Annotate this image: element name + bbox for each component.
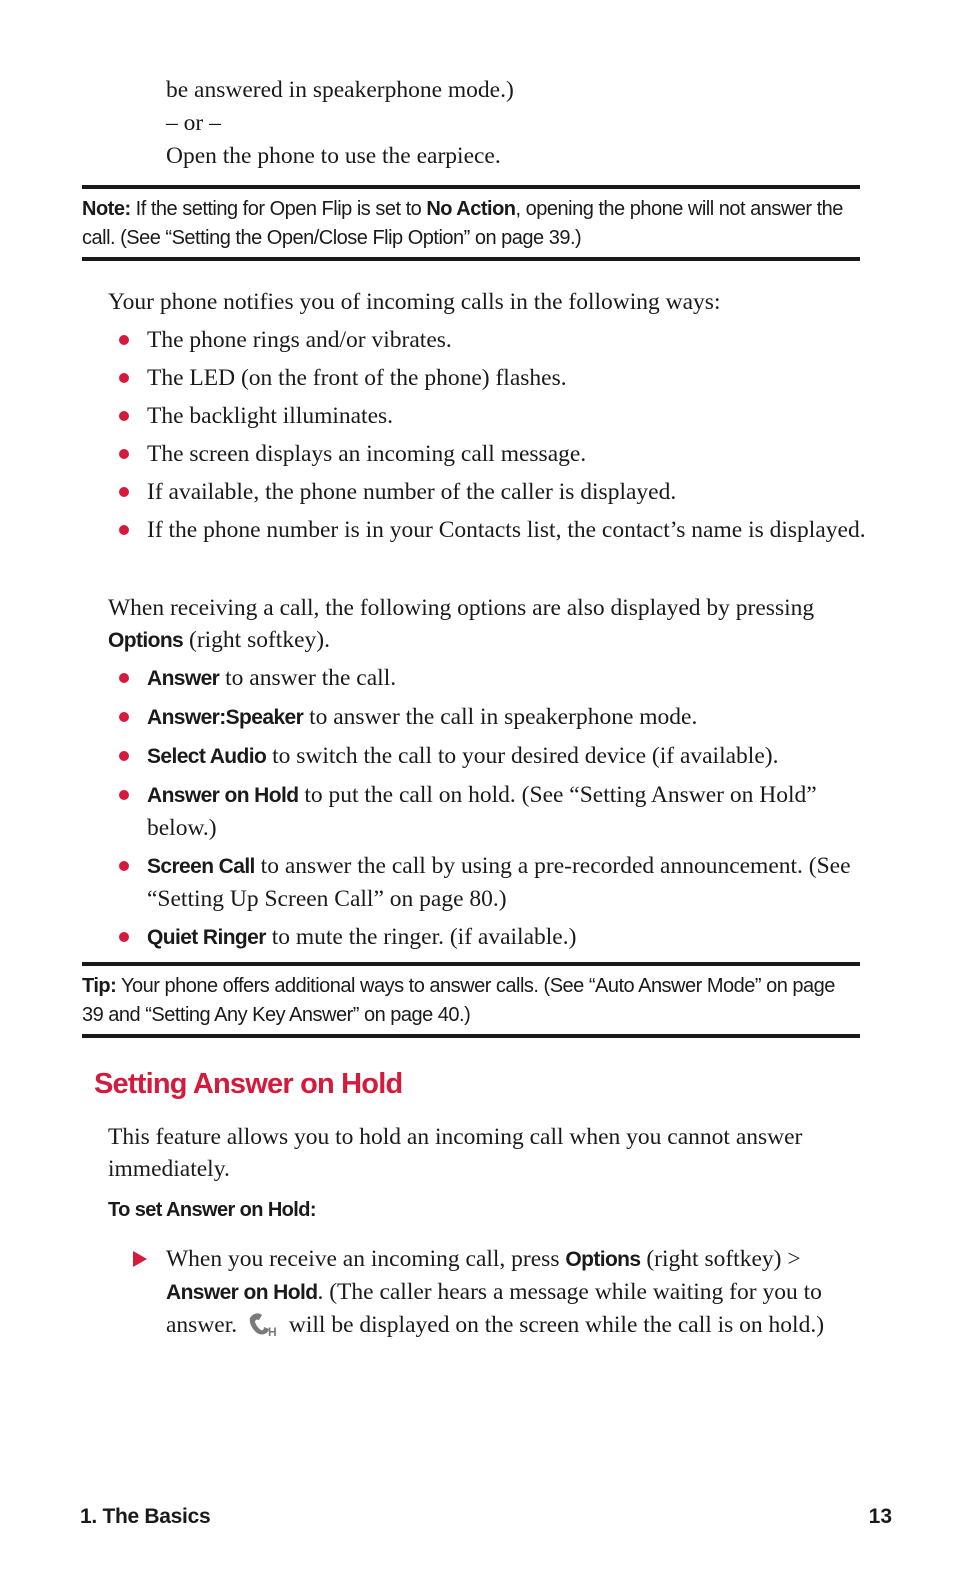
list-item: The backlight illuminates. [108, 400, 868, 432]
option-term: Answer on Hold [147, 784, 299, 807]
list-item: If the phone number is in your Contacts list, the contact’s name is displayed. [108, 514, 868, 546]
option-term: Select Audio [147, 745, 267, 768]
bullet-icon [119, 411, 129, 421]
list-item: Answer to answer the call. [108, 662, 868, 695]
note-box [82, 185, 860, 261]
step-arrow-icon [133, 1251, 147, 1267]
procedure-title: To set Answer on Hold: [108, 1199, 316, 1221]
section-body: This feature allows you to hold an incoming call when you cannot answer immediately. [108, 1124, 803, 1182]
receiving-paragraph: When receiving a call, the following options are also displayed by pressing Options (right softkey). [108, 595, 815, 653]
list-item: The phone rings and/or vibrates. [108, 324, 868, 356]
tip-text: Your phone offers additional ways to answer calls. (See “Auto Answer Mode” on page 39 and “Setting Any Key Answer” on page 40.) [82, 975, 835, 1026]
options-key: Options [108, 629, 184, 652]
list-item: The screen displays an incoming call message. [108, 438, 868, 470]
list-item: Select Audio to switch the call to your desired device (if available). [108, 740, 868, 773]
list-item: Answer:Speaker to answer the call in speakerphone mode. [108, 701, 868, 734]
options-key: Options [565, 1248, 641, 1271]
list-item: If available, the phone number of the caller is displayed. [108, 476, 868, 508]
option-term: Quiet Ringer [147, 926, 266, 949]
bullet-icon [119, 525, 129, 535]
svg-text:H: H [268, 1325, 277, 1337]
bullet-icon [119, 712, 129, 722]
phone-hold-icon [247, 1311, 281, 1337]
notify-list [108, 324, 868, 552]
continuation-line: be answered in speakerphone mode.) [166, 77, 514, 103]
bullet-icon [119, 487, 129, 497]
procedure-step: When you receive an incoming call, press Options (right softkey) > Answer on Hold. (The caller hears a message while waiting for you to answer. H will be displayed on the screen while the call is on hold.) [166, 1246, 825, 1338]
options-list [108, 662, 868, 960]
bullet-icon [119, 373, 129, 383]
continuation-line: Open the phone to use the earpiece. [166, 143, 501, 169]
list-item: Quiet Ringer to mute the ringer. (if available.) [108, 921, 868, 954]
bullet-icon [119, 673, 129, 683]
page-number: 13 [868, 1505, 892, 1528]
top-continuation [166, 74, 866, 173]
list-item: Screen Call to answer the call by using a pre-recorded announcement. (See “Setting Up Screen Call” on page 80.) [108, 850, 868, 915]
bullet-icon [119, 790, 129, 800]
option-term: Screen Call [147, 855, 255, 878]
tip-label: Tip: [82, 975, 117, 997]
or-separator: – or – [166, 110, 221, 136]
note-emphasis: No Action [426, 198, 516, 220]
note-text: If the setting for Open Flip is set to [130, 198, 427, 220]
bullet-icon [119, 449, 129, 459]
bullet-icon [119, 335, 129, 345]
option-term: Answer [147, 667, 220, 690]
intro-paragraph: Your phone notifies you of incoming calls in the following ways: [108, 289, 721, 315]
bullet-icon [119, 861, 129, 871]
bullet-icon [119, 932, 129, 942]
note-label: Note: [82, 198, 131, 220]
answer-on-hold-key: Answer on Hold [166, 1281, 318, 1304]
tip-box [82, 962, 860, 1038]
note-text: , opening the phone will not answer the call. (See “Setting the Open/Close Flip Option” on page 39.) [82, 198, 843, 249]
list-item: Answer on Hold to put the call on hold. (See “Setting Answer on Hold” below.) [108, 779, 868, 844]
section-title: Setting Answer on Hold [94, 1068, 403, 1100]
option-term: Answer:Speaker [147, 706, 304, 729]
bullet-icon [119, 751, 129, 761]
list-item: The LED (on the front of the phone) flashes. [108, 362, 868, 394]
footer-section-label: 1. The Basics [80, 1505, 211, 1528]
